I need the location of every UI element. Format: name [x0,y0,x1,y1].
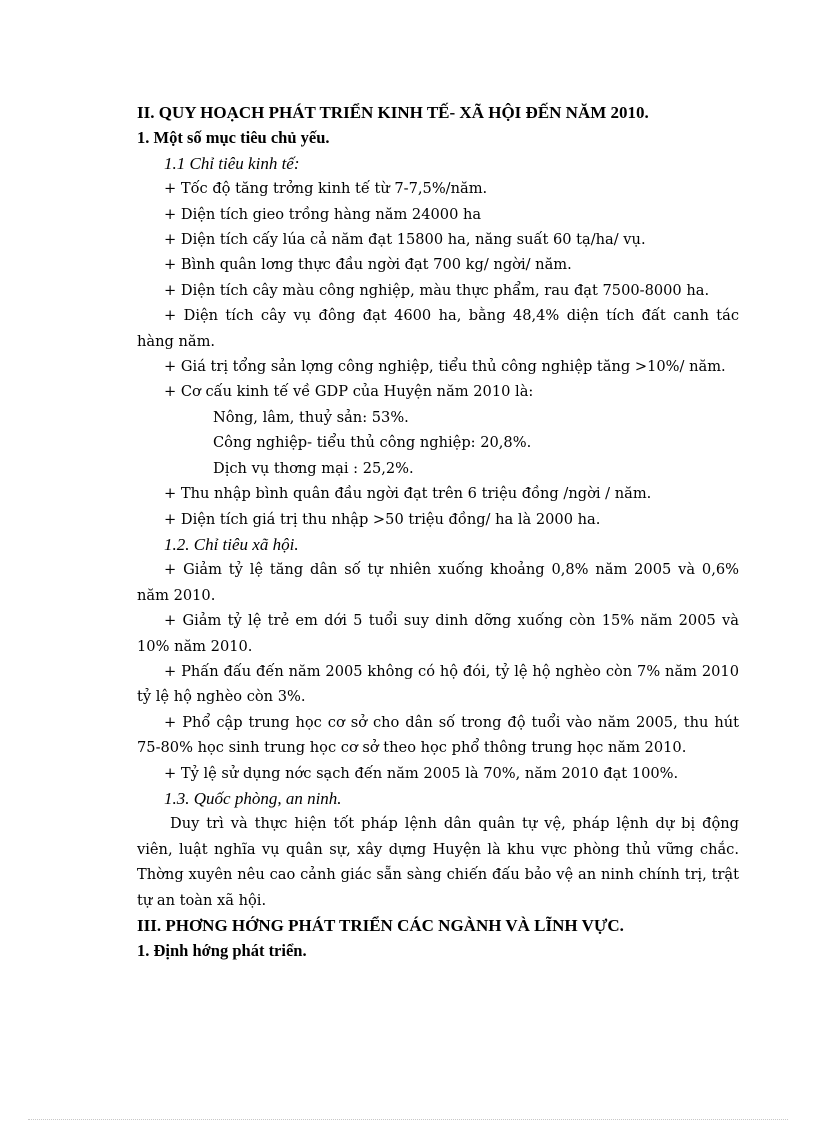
econ-item: + Thu nhập bình quân đầu ngời đạt trên 6 triệu đồng /ngời / năm. [164,485,652,503]
econ-item: + Diện tích gieo trồng hàng năm 24000 ha [164,205,482,223]
social-item: + Giảm tỷ lệ trẻ em dới 5 tuổi suy dinh dỡng xuống còn 15% năm 2005 và 10% năm 2010. [137,612,739,655]
subheading-economic-targets: 1.1 Chỉ tiêu kinh tế: [164,153,300,173]
heading-section-2: II. QUY HOẠCH PHÁT TRIỂN KINH TẾ- XÃ HỘI ĐẾN NĂM 2010. [137,103,649,122]
econ-item: + Giá trị tổng sản lợng công nghiệp, tiểu thủ công nghiệp tăng >10%/ năm. [164,358,726,376]
social-item: + Phổ cập trung học cơ sở cho dân số trong độ tuổi vào năm 2005, thu hút 75-80% học sinh trung học cơ sở theo học phổ thông trung học năm 2010. [137,713,739,757]
social-item: + Tỷ lệ sử dụng nớc sạch đến năm 2005 là 70%, năm 2010 đạt 100%. [164,764,679,782]
econ-item: + Tốc độ tăng trởng kinh tế từ 7-7,5%/năm. [164,180,488,198]
defense-paragraph: Duy trì và thực hiện tốt pháp lệnh dân quân tự vệ, pháp lệnh dự bị động viên, luật nghĩa vụ quân sự, xây dựng Huyện là khu vực phòng thủ vững chắc. Thờng xuyên nêu cao cảnh giác sẵn sàng chiến đấu bảo vệ an ninh chính trị, trật tự an toàn xã hội. [137,815,739,909]
social-item: + Phấn đấu đến năm 2005 không có hộ đói, tỷ lệ hộ nghèo còn 7% năm 2010 tỷ lệ hộ nghèo còn 3%. [137,662,739,706]
econ-item: + Cơ cấu kinh tế về GDP của Huyện năm 2010 là: [164,383,534,401]
gdp-item: Công nghiệp- tiểu thủ công nghiệp: 20,8%. [213,434,532,452]
econ-item: + Bình quân lơng thực đầu ngời đạt 700 kg/ ngời/ năm. [164,256,572,274]
econ-item: + Diện tích giá trị thu nhập >50 triệu đồng/ ha là 2000 ha. [164,510,601,528]
subheading-defense: 1.3. Quốc phòng, an ninh. [164,788,342,808]
econ-item: + Diện tích cấy lúa cả năm đạt 15800 ha, năng suất 60 tạ/ha/ vụ. [164,231,646,249]
econ-item: + Diện tích cây vụ đông đạt 4600 ha, bằng 48,4% diện tích đất canh tác hàng năm. [137,307,739,350]
social-item: + Giảm tỷ lệ tăng dân số tự nhiên xuống khoảng 0,8% năm 2005 và 0,6% năm 2010. [137,561,739,604]
econ-item: + Diện tích cây màu công nghiệp, màu thực phẩm, rau đạt 7500-8000 ha. [164,281,710,299]
heading-section-3: III. PHƠNG HỚNG PHÁT TRIỂN CÁC NGÀNH VÀ LĨNH VỰC. [137,916,624,935]
heading-main-targets: 1. Một số mục tiêu chủ yếu. [137,128,330,148]
subheading-social-targets: 1.2. Chỉ tiêu xã hội. [164,534,299,554]
gdp-item: Dịch vụ thơng mại : 25,2%. [213,459,414,477]
gdp-item: Nông, lâm, thuỷ sản: 53%. [213,408,409,426]
document-page [137,100,739,964]
heading-development-orientation: 1. Định hớng phát triển. [137,941,307,961]
page-bottom-divider [28,1119,788,1120]
